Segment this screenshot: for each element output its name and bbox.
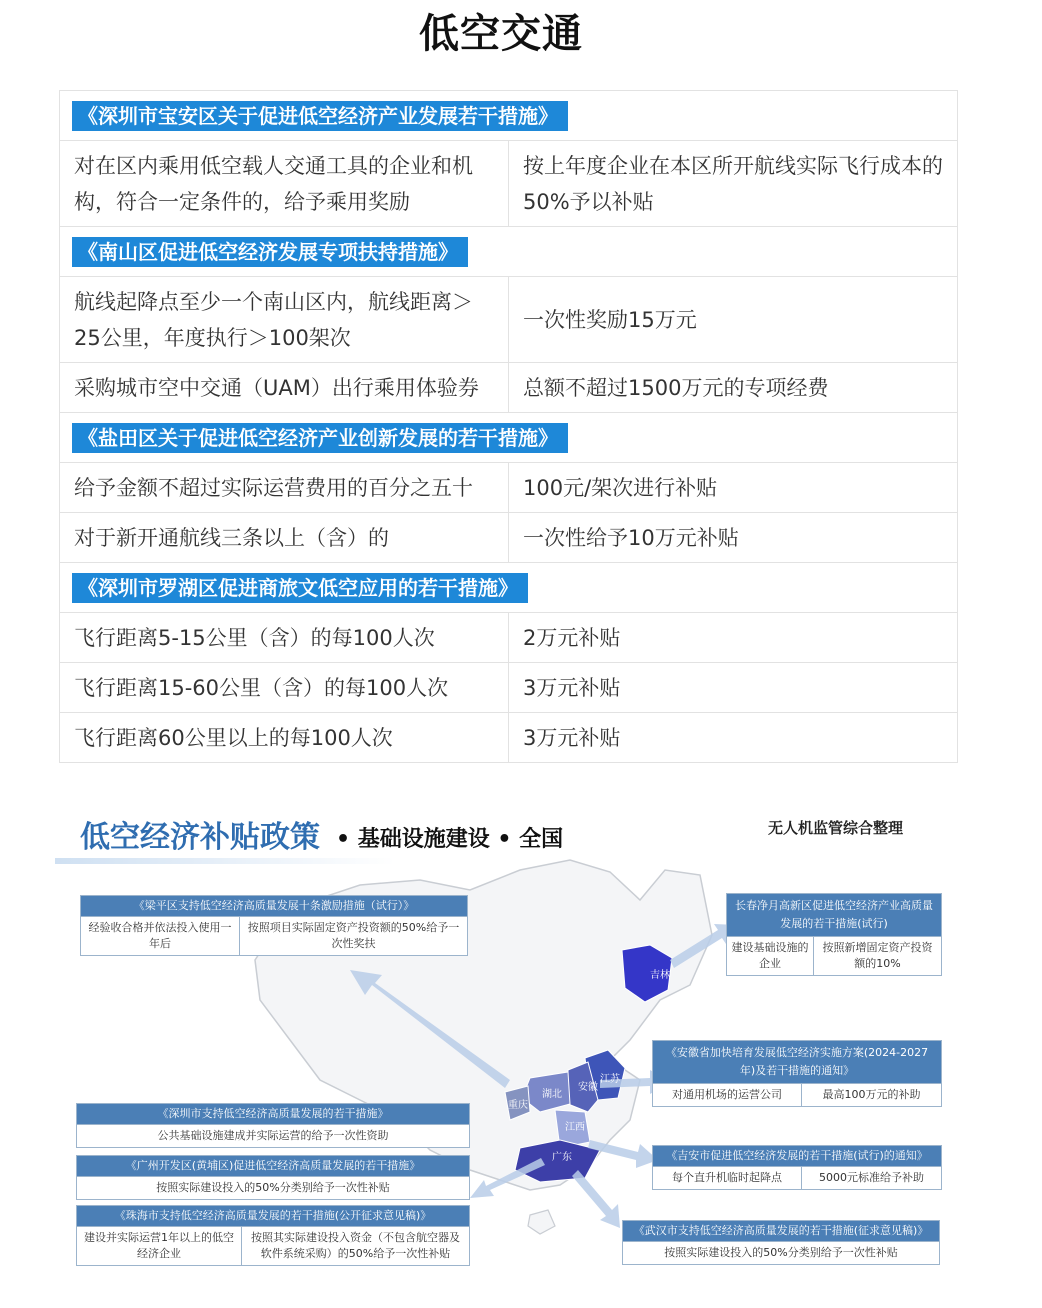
policy-box-zhuhai [76, 1205, 470, 1266]
policy-box-title: 《安徽省加快培育发展低空经济实施方案(2024-2027年)及若干措施的通知》 [653, 1041, 941, 1083]
policy-box-wuhan [622, 1220, 940, 1265]
policy-box-title: 《广州开发区(黄埔区)促进低空经济高质量发展的若干措施》 [77, 1156, 469, 1176]
policy-box-title: 《吉安市促进低空经济发展的若干措施(试行)的通知》 [653, 1146, 941, 1166]
policy-box-guangzhou [76, 1155, 470, 1200]
policy-box-liangping [80, 895, 468, 956]
policy-box-title: 《深圳市支持低空经济高质量发展的若干措施》 [77, 1104, 469, 1124]
province-label: 吉林 [650, 970, 670, 981]
infographic-credit: 无人机监管综合整理 [768, 819, 904, 837]
condition-cell: 对在区内乘用低空载人交通工具的企业和机构，符合一定条件的，给予乘用奖励 [60, 141, 509, 227]
subsidy-cell: 总额不超过1500万元的专项经费 [509, 363, 958, 413]
province-label: 江苏 [600, 1074, 620, 1085]
policy-box-title: 《梁平区支持低空经济高质量发展十条激励措施（试行）》 [81, 896, 467, 916]
condition-cell: 给予金额不超过实际运营费用的百分之五十 [60, 463, 509, 513]
policy-box-shenzhen [76, 1103, 470, 1148]
condition-cell: 航线起降点至少一个南山区内，航线距离＞25公里，年度执行＞100架次 [60, 277, 509, 363]
province-label: 广东 [552, 1152, 572, 1163]
policy-box-cell: 按照实际建设投入的50%分类别给予一次性补贴 [623, 1241, 939, 1264]
policy-box-cell: 按照项目实际固定资产投资额的50%给予一次性奖扶 [239, 916, 467, 955]
condition-cell: 飞行距离5-15公里（含）的每100人次 [60, 613, 509, 663]
condition-cell: 对于新开通航线三条以上（含）的 [60, 513, 509, 563]
policy-box-title: 《珠海市支持低空经济高质量发展的若干措施(公开征求意见稿)》 [77, 1206, 469, 1226]
page-title: 低空交通 [419, 11, 583, 57]
condition-cell: 采购城市空中交通（UAM）出行乘用体验券 [60, 363, 509, 413]
subsidy-cell: 3万元补贴 [509, 713, 958, 763]
condition-cell: 飞行距离15-60公里（含）的每100人次 [60, 663, 509, 713]
province-label: 湖北 [542, 1089, 562, 1100]
hainan-island [528, 1210, 555, 1234]
policy-box-title: 长春净月高新区促进低空经济产业高质量发展的若干措施(试行) [727, 894, 941, 936]
policy-box-cell: 建设并实际运营1年以上的低空经济企业 [77, 1226, 241, 1265]
policy-box-cell: 经验收合格并依法投入使用一年后 [81, 916, 239, 955]
policy-box-cell: 对通用机场的运营公司 [653, 1083, 801, 1106]
policy-box-cell: 按照其实际建设投入资金（不包含航空器及软件系统采购）的50%给予一次性补贴 [241, 1226, 469, 1265]
province-label: 重庆 [508, 1100, 528, 1111]
policy-box-anhui [652, 1040, 942, 1107]
policy-box-cell: 建设基础设施的企业 [727, 936, 813, 975]
section-title: 《盐田区关于促进低空经济产业创新发展的若干措施》 [72, 423, 568, 453]
province-label: 江西 [565, 1122, 585, 1133]
subsidy-cell: 2万元补贴 [509, 613, 958, 663]
policy-box-cell: 每个直升机临时起降点 [653, 1166, 801, 1189]
section-title: 《深圳市罗湖区促进商旅文低空应用的若干措施》 [72, 573, 528, 603]
condition-cell: 飞行距离60公里以上的每100人次 [60, 713, 509, 763]
infographic-subtitle: • 基础设施建设 • 全国 [336, 827, 564, 852]
subsidy-cell: 100元/架次进行补贴 [509, 463, 958, 513]
policy-box-title: 《武汉市支持低空经济高质量发展的若干措施(征求意见稿)》 [623, 1221, 939, 1241]
subsidy-cell: 一次性给予10万元补贴 [509, 513, 958, 563]
section-title: 《南山区促进低空经济发展专项扶持措施》 [72, 237, 468, 267]
arrow-to-wuhan [572, 1170, 620, 1228]
province-label: 安徽 [578, 1082, 598, 1093]
subsidy-cell: 按上年度企业在本区所开航线实际飞行成本的50%予以补贴 [509, 141, 958, 227]
policy-box-cell: 按照新增固定资产投资额的10% [813, 936, 941, 975]
infographic-title: 低空经济补贴政策 [80, 820, 320, 855]
policy-box-changchun [726, 893, 942, 976]
policy-box-cell: 按照实际建设投入的50%分类别给予一次性补贴 [77, 1176, 469, 1199]
policy-box-cell: 5000元标准给予补助 [801, 1166, 941, 1189]
policy-box-cell: 最高100万元的补助 [801, 1083, 941, 1106]
section-title: 《深圳市宝安区关于促进低空经济产业发展若干措施》 [72, 101, 568, 131]
policy-box-jian [652, 1145, 942, 1190]
policy-box-cell: 公共基础设施建成并实际运营的给予一次性资助 [77, 1124, 469, 1147]
subsidy-cell: 3万元补贴 [509, 663, 958, 713]
subsidy-cell: 一次性奖励15万元 [509, 277, 958, 363]
